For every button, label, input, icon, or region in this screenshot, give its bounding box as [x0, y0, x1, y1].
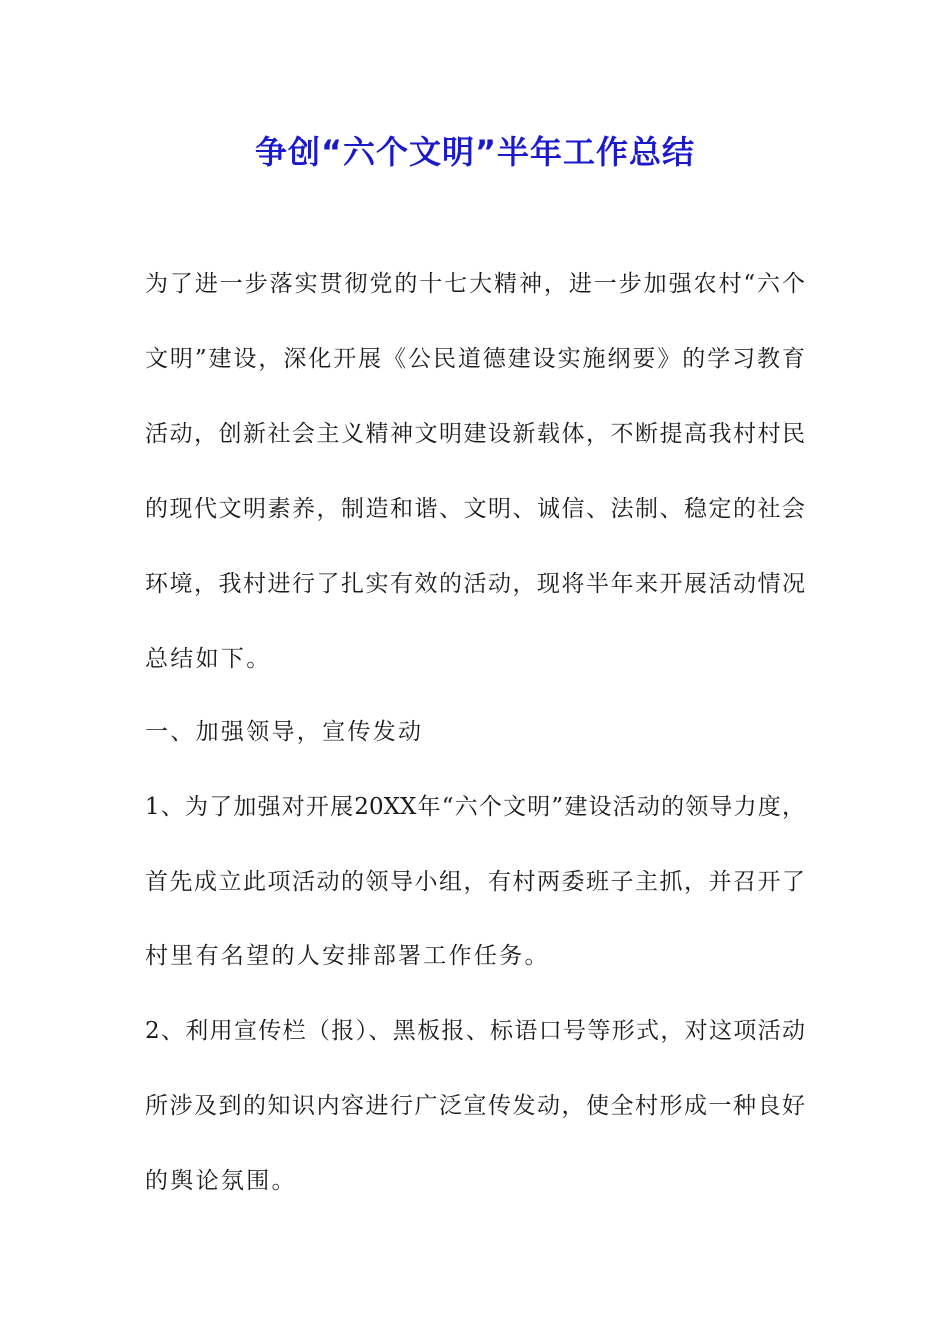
paragraph-line: 为了进一步落实贯彻党的十七大精神，进一步加强农村“六个 — [145, 271, 805, 297]
paragraph-line: 文明”建设，深化开展《公民道德建设实施纲要》的学习教育 — [145, 346, 805, 372]
paragraph-line: 总结如下。 — [145, 646, 272, 672]
section-heading: 一、加强领导，宣传发动 — [145, 719, 424, 745]
paragraph-line: 1、为了加强对开展20XX年“六个文明”建设活动的领导力度， — [145, 794, 805, 820]
paragraph-line: 活动，创新社会主义精神文明建设新载体，不断提高我村村民 — [145, 421, 805, 447]
paragraph-line: 环境，我村进行了扎实有效的活动，现将半年来开展活动情况 — [145, 571, 805, 597]
document-title: 争创“六个文明”半年工作总结 — [254, 133, 696, 171]
paragraph-line: 的舆论氛围。 — [145, 1168, 297, 1194]
paragraph-line: 首先成立此项活动的领导小组，有村两委班子主抓，并召开了 — [145, 869, 805, 895]
paragraph-line: 村里有名望的人安排部署工作任务。 — [145, 943, 550, 969]
paragraph-line: 的现代文明素养，制造和谐、文明、诚信、法制、稳定的社会 — [145, 496, 805, 522]
paragraph-line: 2、利用宣传栏（报）、黑板报、标语口号等形式，对这项活动 — [145, 1018, 805, 1044]
paragraph-line: 所涉及到的知识内容进行广泛宣传发动，使全村形成一种良好 — [145, 1093, 805, 1119]
